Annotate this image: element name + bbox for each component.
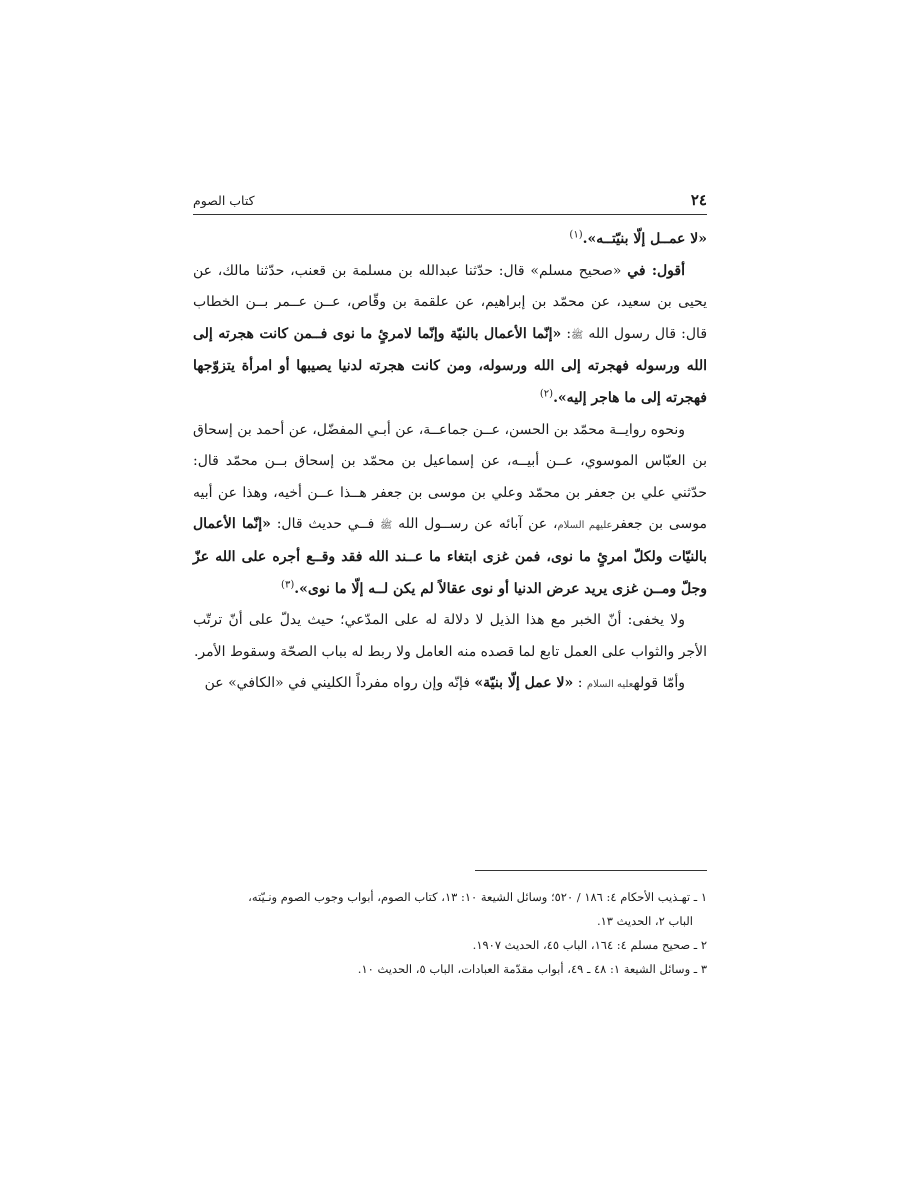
paragraph-3 (193, 415, 707, 606)
footnotes (193, 885, 707, 981)
footnote-ref-3: (٣) (281, 578, 295, 590)
main-text (193, 224, 707, 701)
honorific-symbol: عليهم السلام (557, 520, 613, 532)
text-run: وأمّا قوله (633, 675, 685, 692)
salawat-symbol: ﷺ (380, 520, 393, 532)
salawat-symbol: ﷺ (571, 329, 584, 341)
hadith-quote: «لا عمــل إلّا بنيّتــه». (582, 231, 707, 247)
footnote-1-text: ١ ـ تهـذيب الأحكام ٤: ١٨٦ / ٥٢٠؛ وسائل الشيعة ١٠: ١٣، كتاب الصوم، أبواب وجوب الصوم ونـيّته، (248, 890, 707, 904)
footnote-2: ٢ ـ صحيح مسلم ٤: ١٦٤، الباب ٤٥، الحديث ١٩٠٧. (472, 938, 707, 952)
honorific-symbol: عليه السلام (586, 679, 634, 691)
footnote-1 (193, 885, 707, 909)
paragraph-1 (193, 224, 707, 256)
narration-chain-continued: ، عن آبائه عن رســول الله (392, 516, 558, 533)
paragraph-2 (193, 256, 707, 415)
footnote-1-continuation: الباب ٢، الحديث ١٣. (596, 914, 693, 928)
footnote-3: ٣ ـ وسائل الشيعة ١: ٤٨ ـ ٤٩، أبواب مقدّمة العبادات، الباب ٥، الحديث ١٠. (357, 962, 707, 976)
narration-intro: فــي حديث قال: (270, 516, 381, 533)
hadith-text: «إنّما الأعمال بالنيّة وإنّما لامرئٍ ما نوى فــمن كانت هجرته إلى الله ورسوله فهجرته إلى الله ورسوله، ومن كانت هجرته لدنيا يصيبها أو امرأة يتزوّجها فهجرته إلى ما هاجر إليه». (193, 325, 707, 406)
narration-chain: ونحوه روايــة محمّد بن الحسن، عــن جماعــة، عن أبـي المفضّل، عن أحمد بن إسحاق بن العبّاس الموسوي، عــن أبيــه، عن إسماعيل بن محمّد بن إسحاق بــن محمّد قال: حدّثني علي بن جعفر بن محمّد وعلي بن موسى بن جعفر هــذا عــن أخيه، وهذا عن أبيه موسى بن جعفر (193, 421, 707, 533)
paragraph-4: ولا يخفى: أنّ الخبر مع هذا الذيل لا دلالة له على المدّعي؛ حيث يدلّ على أنّ ترتّب الأجر والثواب على العمل تابع لما قصده منه العامل ولا ربط له بباب الصحّة وسقوط الأمر. (193, 612, 707, 660)
separator: : (573, 675, 587, 692)
hadith-text: «إنّما الأعمال بالنيّات ولكلّ امرئٍ ما نوى، فمن غزى ابتغاء ما عــند الله فقد وقــع أجره على الله عزّ وجلّ ومــن غزى يريد عرض الدنيا أو نوى عقالاً لم يكن لــه إلّا ما نوى». (193, 516, 707, 597)
header-rule (193, 214, 707, 215)
hadith-quote: «لا عمل إلّا بنيّة» (474, 675, 574, 692)
book-title: كتاب الصوم (193, 193, 255, 208)
narration-chain: «صحيح مسلم» قال: حدّثنا عبدالله بن مسلمة بن قعنب، حدّثنا مالك، عن يحيى بن سعيد، عن محمّد بن إبراهيم، عن علقمة بن وقّاص، عــن عــمر بــن الخطاب قال: قال رسول الله (193, 262, 708, 342)
footnote-ref-2: (٢) (539, 388, 554, 400)
separator: : (561, 325, 572, 342)
running-head (193, 191, 707, 211)
page-number: ٢٤ (690, 191, 707, 209)
book-page (193, 0, 707, 1200)
footnote-rule (475, 870, 707, 871)
paragraph-5 (193, 668, 707, 701)
lead-word: أقول: في (627, 262, 685, 279)
footnote-ref-1: (١) (569, 229, 583, 241)
text-run: فإنّه وإن رواه مفرداً الكليني في «الكافي» عن (204, 675, 475, 692)
